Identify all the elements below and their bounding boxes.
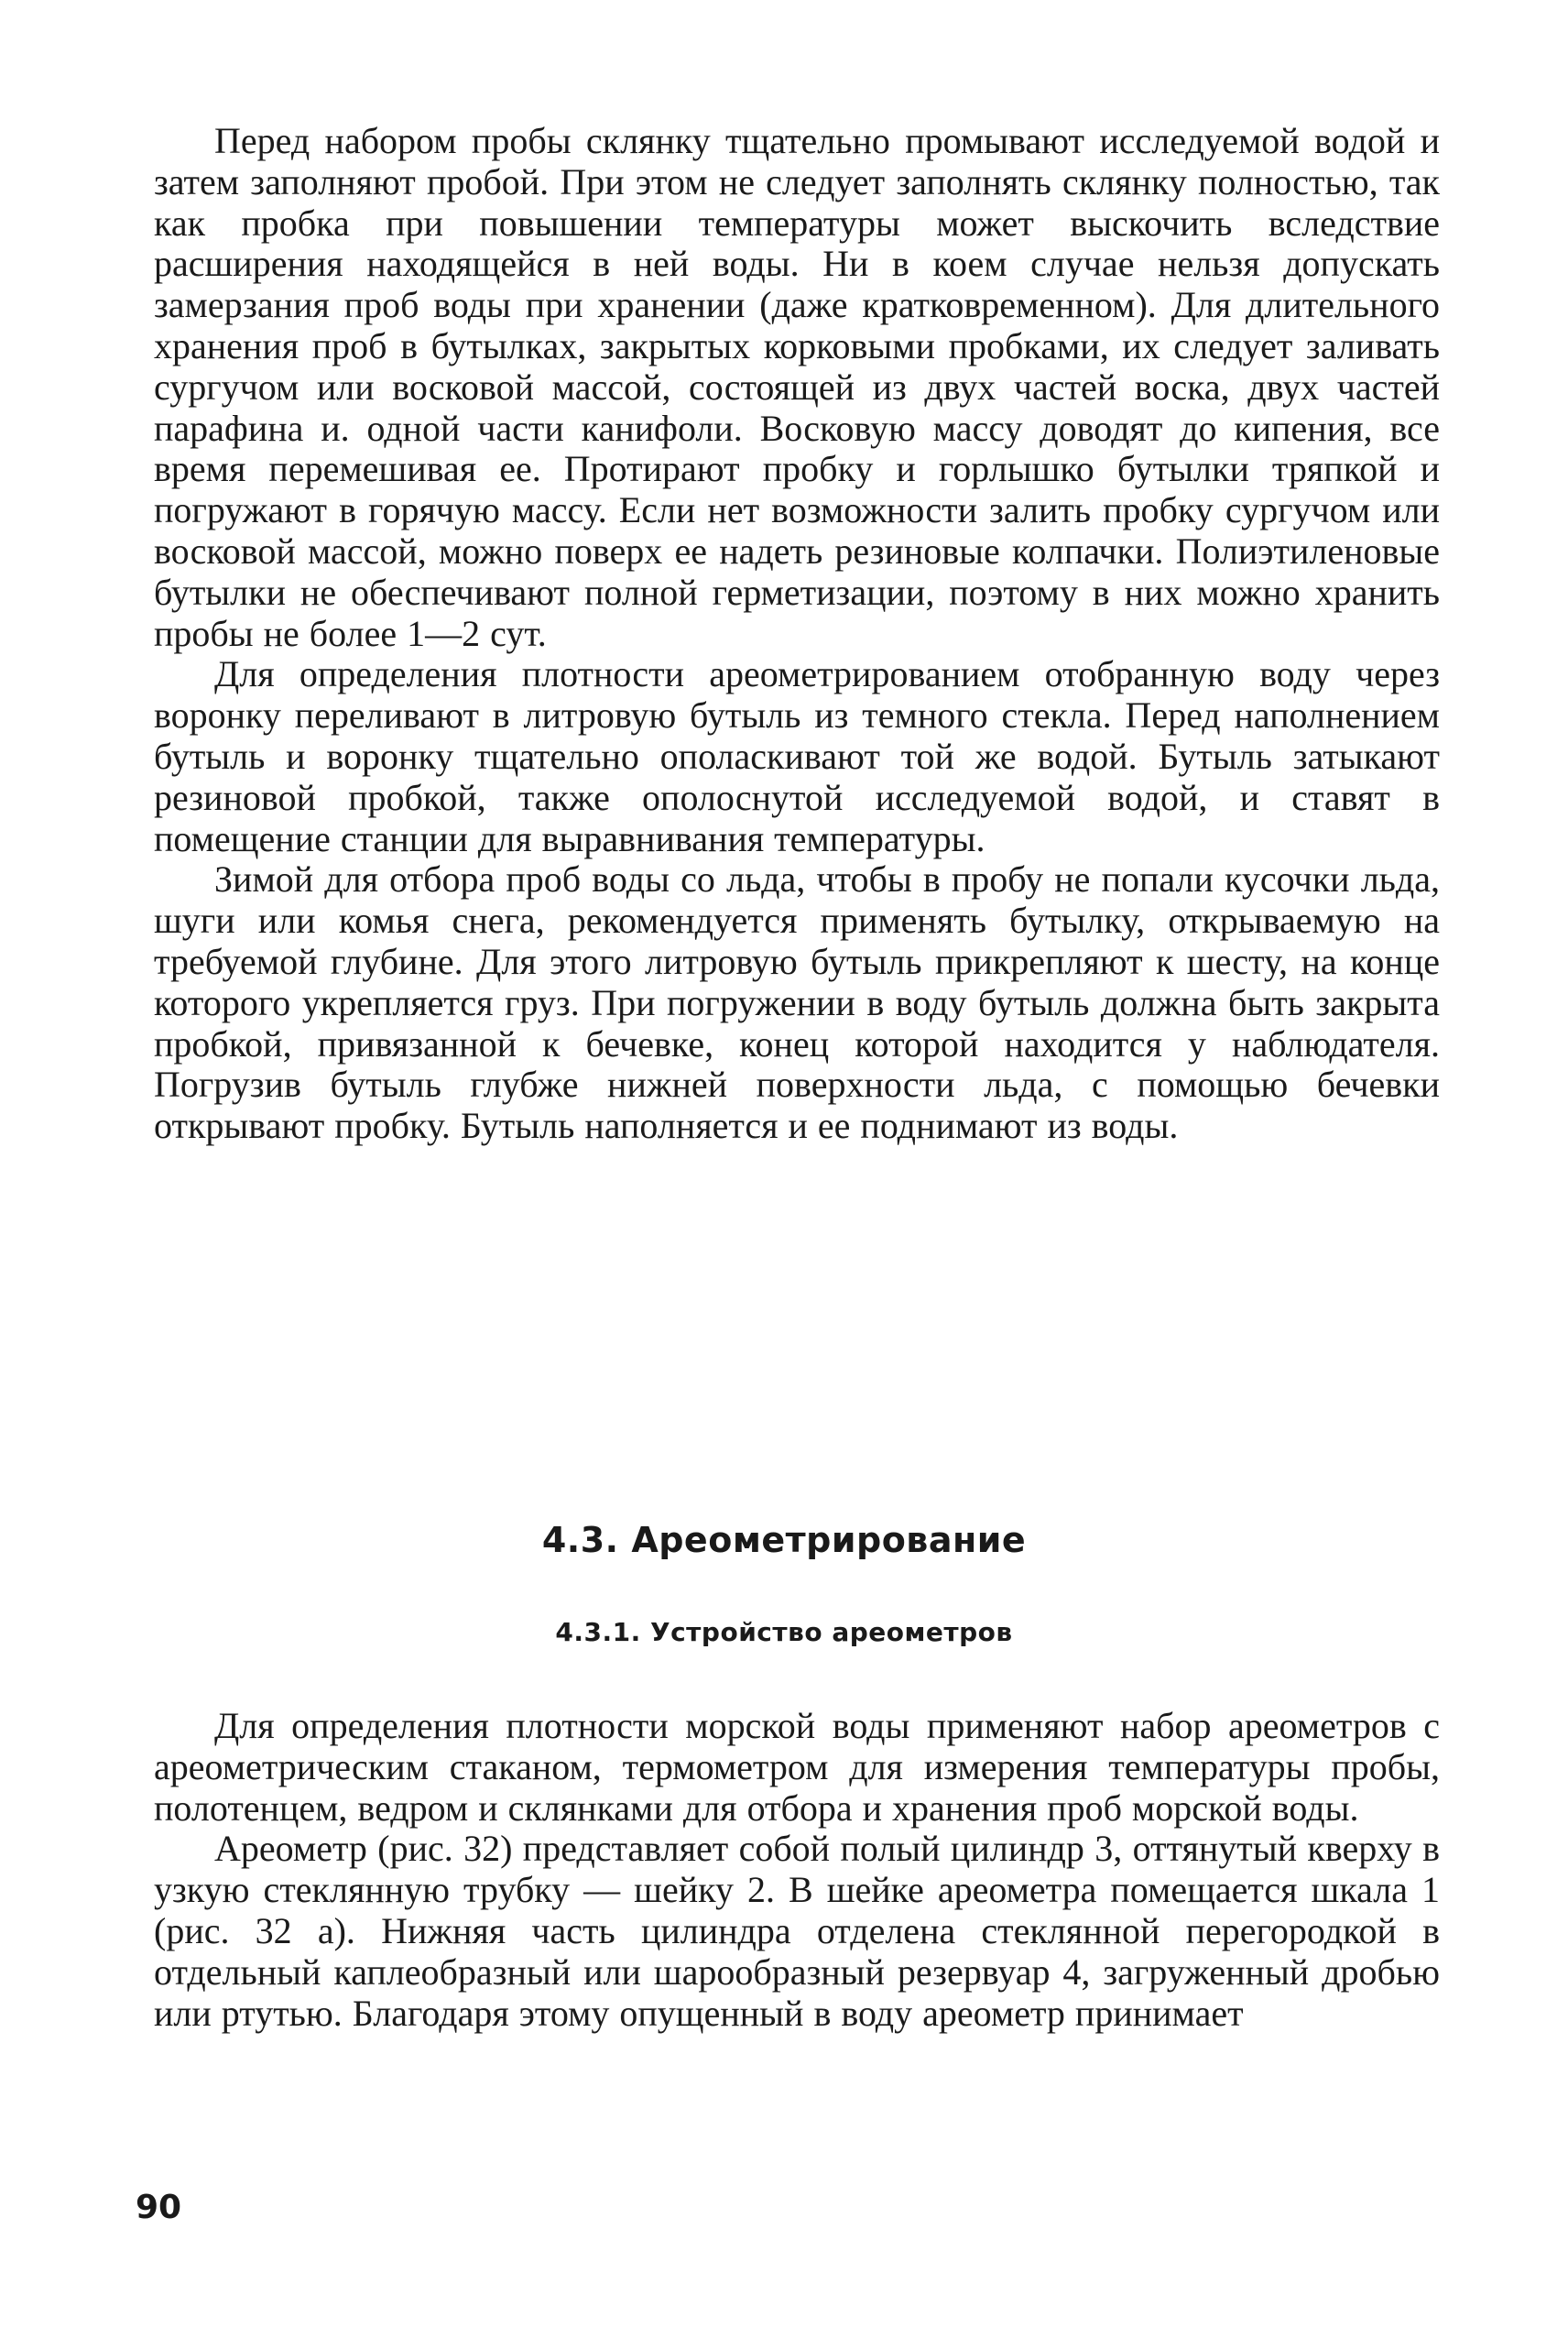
paragraph-sample-storage: Перед набором пробы склянку тщательно промывают исследуемой водой и затем заполняют пробой. При этом не следует заполнять склянку полностью, так как пробка при повышении температуры может выскочить вследствие расширения находящейся в ней воды. Ни в коем случае нельзя допускать замерзания проб воды при хранении (даже кратковременном). Для длительного хранения проб в бутылках, закрытых корковыми пробками, их следует заливать сургучом или восковой массой, состоящей из двух частей воска, двух частей парафина и. одной части канифоли. Восковую массу доводят до кипения, все время перемешивая ее. Протирают пробку и горлышко бутылки тряпкой и погружают в горячую массу. Если нет возможности залить пробку сургучом или восковой массой, можно поверх ее надеть резиновые колпачки. Полиэтиленовые бутылки не обеспечивают полной герметизации, поэтому в них можно хранить пробы не более 1—2 сут. [154, 120, 1440, 654]
paragraph-hydrometer-description: Ареометр (рис. 32) представляет собой полый цилиндр 3, оттянутый кверху в узкую стеклянную трубку — шейку 2. В шейке ареометра помещается шкала 1 (рис. 32 а). Нижняя часть цилиндра отделена стеклянной перегородкой в отдельный каплеобразный или шарообразный резервуар 4, загруженный дробью или ртутью. Благодаря этому опущенный в воду ареометр принимает [154, 1828, 1440, 2034]
paragraph-hydrometer-set: Для определения плотности морской воды применяют набор ареометров с ареометрическим стаканом, термометром для измерения температуры пробы, полотенцем, ведром и склянками для отбора и хранения проб морской воды. [154, 1705, 1440, 1829]
paragraph-density-sampling: Для определения плотности ареометрированием отобранную воду через воронку переливают в литровую бутыль из темного стекла. Перед наполнением бутыль и воронку тщательно ополаскивают той же водой. Бутыль затыкают резиновой пробкой, также ополоснутой исследуемой водой, и ставят в помещение станции для выравнивания температуры. [154, 653, 1440, 859]
top-text-block [154, 121, 1440, 1147]
subsection-heading: 4.3.1. Устройство ареометров [555, 1617, 1013, 1647]
bottom-text-block [154, 1706, 1440, 2034]
page-number: 90 [136, 2189, 182, 2226]
paragraph-winter-sampling: Зимой для отбора проб воды со льда, чтобы в пробу не попали кусочки льда, шуги или комья снега, рекомендуется применять бутылку, открываемую на требуемой глубине. Для этого литровую бутыль прикрепляют к шесту, на конце которого укрепляется груз. При погружении в воду бутыль должна быть закрыта пробкой, привязанной к бечевке, конец которой находится у наблюдателя. Погрузив бутыль глубже нижней поверхности льда, с помощью бечевки открывают пробку. Бутыль наполняется и ее поднимают из воды. [154, 858, 1440, 1147]
section-heading: 4.3. Ареометрирование [541, 1520, 1027, 1560]
